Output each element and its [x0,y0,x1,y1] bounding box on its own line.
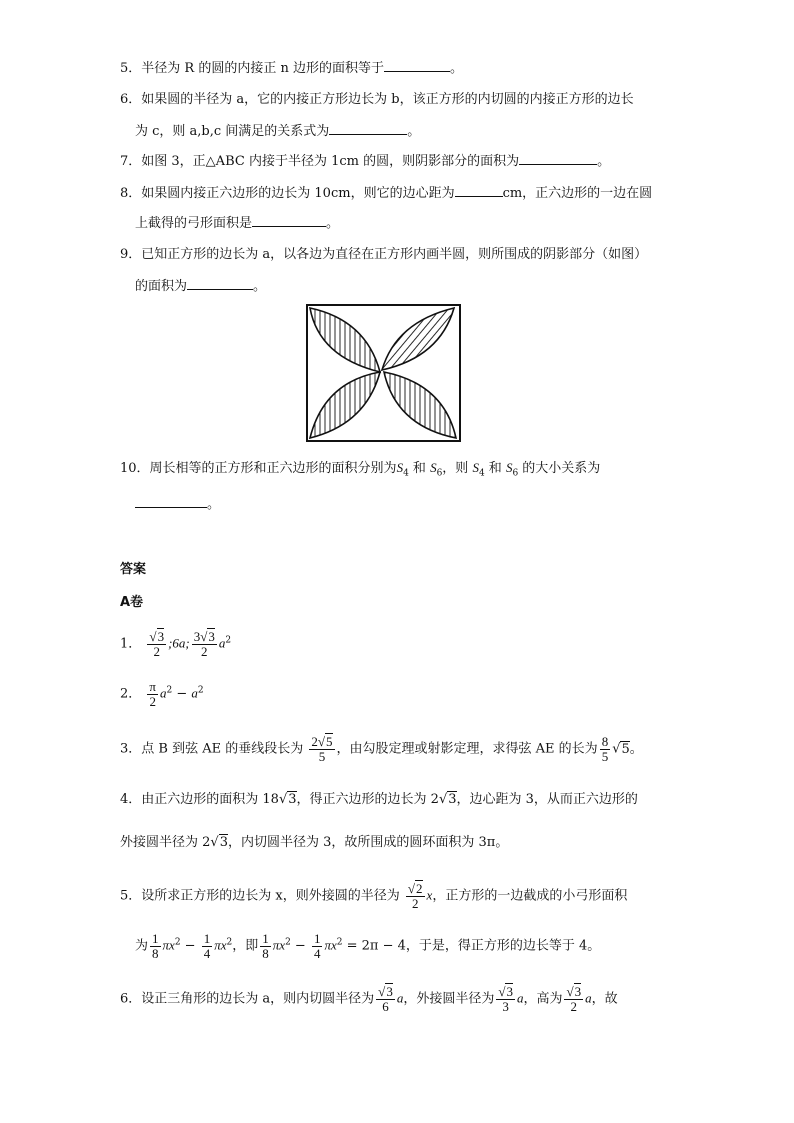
answer-5-cont: 为 $\frac{1}{8}$ $\pi x^2$ − $\frac{1}{4}$ $\pi x^2$，即 $\frac{1}{8}$ $\pi x^2$ − $\frac{1}{4}$ $\pi x^2 = 2\pi - 4$，于是，得正方形的边长等于 4。 [135,931,601,961]
q-number: 8． [120,186,142,201]
answer-blank [519,150,597,165]
question-9 [120,245,647,265]
q-text: 上截得的弓形面积是 [135,216,253,231]
answer-blank [252,212,326,227]
q-text: 为 c，则 a,b,c 间满足的关系式为 [135,124,330,139]
petal-top-left [310,308,380,372]
petal-figure [304,302,464,444]
answer-2: 2． $\frac{\pi}{2}$ $a^2 - a^2$ [120,679,204,709]
fraction: $\frac{2√5}{5}$ [311,734,333,764]
fraction: $\frac{3√3}{2}$ [193,629,215,659]
question-8: 8．如果圆内接正六边形的边长为 10cm，则它的边心距为 cm，正六边形的一边在圆 [120,182,652,204]
petal-bottom-left [310,372,380,438]
fraction: $\frac{\pi}{2}$ [149,679,156,709]
question-7: 7．如图 3，正△ABC 内接于半径为 1cm 的圆，则阴影部分的面积为 。 [120,150,610,172]
q-text: 如果圆内接正六边形的边长为 10cm，则它的边心距为 [141,186,455,201]
question-6 [120,90,634,110]
answer-blank [135,493,207,508]
fraction: $\frac{√3}{2}$ [149,629,165,659]
question-8-cont: 上截得的弓形面积是 。 [135,212,339,234]
answer-4-cont: 外接圆半径为 2√3，内切圆半径为 3，故所围成的圆环面积为 3π。 [120,835,509,850]
q-number: 5． [120,61,142,76]
q-number: 6． [120,92,142,107]
q-text: 如图 3，正△ABC 内接于半径为 1cm 的圆，则阴影部分的面积为 [141,154,520,169]
q-number: 7． [120,154,142,169]
answer-blank [329,120,407,135]
fraction: $\frac{√2}{2}$ [407,881,423,911]
fraction: $\frac{8}{5}$ [601,734,609,764]
answer-3: 3．点 B 到弦 AE 的垂线段长为 $\frac{2√5}{5}$ ，由勾股定理或射影定理，求得弦 AE 的长为 $\frac{8}{5}$ √5。 [120,734,643,764]
section-a: A卷 [120,595,144,610]
answers-heading: 答案 [120,562,147,577]
petal-top-right [382,308,454,370]
answer-blank [455,182,503,197]
answer-6: 6．设正三角形的边长为 a，则内切圆半径为 $\frac{√3}{6}$ a，外接圆半径为 $\frac{√3}{3}$ a，高为 $\frac{√3}{2}$ a，故 [120,984,618,1014]
q-number: 10． [120,461,150,476]
question-5: 5．半径为 R 的圆的内接正 n 边形的面积等于 。 [120,57,463,79]
question-6-cont: 为 c，则 a,b,c 间满足的关系式为 。 [135,120,420,142]
answer-blank [187,275,253,290]
q-text: 半径为 R 的圆的内接正 n 边形的面积等于 [141,61,384,76]
q-number: 9． [120,247,142,262]
answer-5: 5．设所求正方形的边长为 x，则外接圆的半径为 $\frac{√2}{2}$ x，正方形的一边截成的小弓形面积 [120,881,628,911]
answer-blank [384,57,450,72]
q-text: 的面积为 [135,279,188,294]
petal-bottom-right [384,372,456,438]
question-9-cont: 的面积为 。 [135,275,266,297]
question-10-cont: 。 [135,493,220,515]
q-text: 已知正方形的边长为 a，以各边为直径在正方形内画半圆，则所围成的阴影部分（如图） [141,247,648,262]
answer-1: 1． $\frac{√3}{2}$ ;6a; $\frac{3√3}{2}$ $a^2$ [120,629,232,659]
q-text: 如果圆的半径为 a，它的内接正方形边长为 b，该正方形的内切圆的内接正方形的边长 [141,92,634,107]
answer-4: 4．由正六边形的面积为 18√3，得正六边形的边长为 2√3，边心距为 3，从而正六边形的 [120,792,638,807]
question-10: 10．周长相等的正方形和正六边形的面积分别为$S_4$ 和 $S_6$，则 $S_4$ 和 $S_6$ 的大小关系为 [120,460,601,479]
